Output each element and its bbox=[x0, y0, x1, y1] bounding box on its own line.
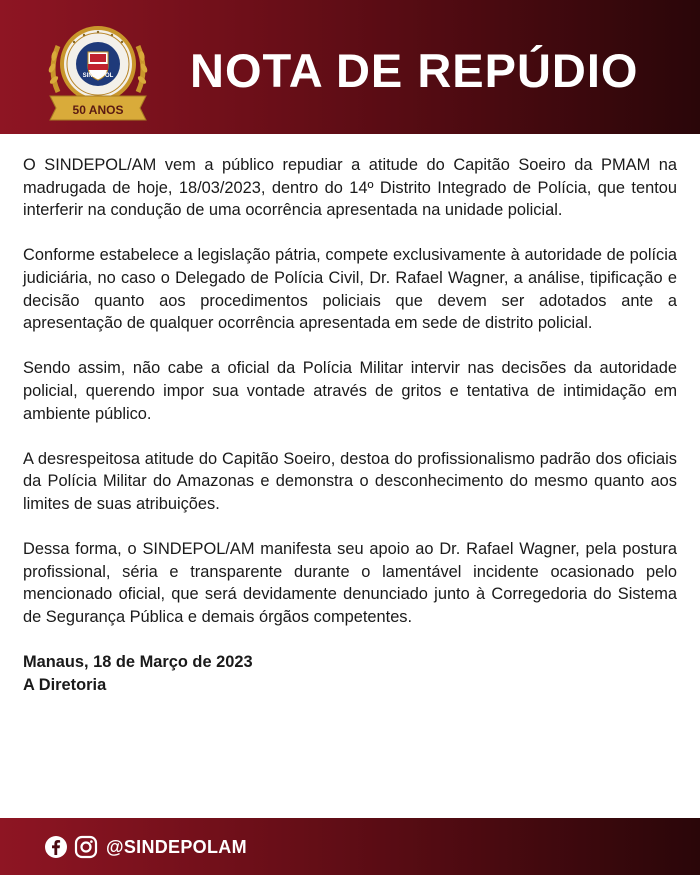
paragraph: Sendo assim, não cabe a oficial da Polícia Militar intervir nas decisões da autoridade policial, querendo impor sua vontade através de gritos e tentativa de intimidação em ambiente público. bbox=[23, 359, 677, 423]
footer-banner bbox=[0, 818, 700, 875]
signature: A Diretoria bbox=[23, 675, 107, 694]
paragraph: A desrespeitosa atitude do Capitão Soeiro, destoa do profissionalismo padrão dos oficiais da Polícia Militar do Amazonas e demonstra o desconhecimento do mesmo quanto aos limites de suas atribuições. bbox=[23, 449, 677, 513]
instagram-icon[interactable] bbox=[74, 835, 98, 859]
header-banner bbox=[0, 0, 700, 134]
paragraph: Conforme estabelece a legislação pátria, compete exclusivamente à autoridade de polícia judiciária, no caso o Delegado de Polícia Civil, Dr. Rafael Wagner, a análise, tipificação e decisão quanto aos procedimentos policiais que devem ser adotados ante a apresentação de qualquer ocorrência apresentada em sede de distrito policial. bbox=[23, 246, 677, 333]
logo-badge-text: 50 ANOS bbox=[72, 103, 124, 117]
paragraph: Dessa forma, o SINDEPOL/AM manifesta seu apoio ao Dr. Rafael Wagner, pela postura profissional, séria e transparente durante o lamentável incidente ocasionado pelo mencionado oficial, que será devidamente denunciado junto à Corregedoria do Sistema de Segurança Pública e demais órgãos competentes. bbox=[23, 540, 677, 626]
facebook-icon[interactable] bbox=[44, 835, 68, 859]
logo-name: SINDEPOL bbox=[82, 73, 114, 79]
social-handle[interactable]: @SINDEPOLAM bbox=[106, 836, 247, 857]
statement-body bbox=[23, 154, 677, 696]
sindepol-logo bbox=[44, 22, 152, 122]
page-title: NOTA DE REPÚDIO bbox=[190, 44, 639, 97]
place-date: Manaus, 18 de Março de 2023 bbox=[23, 653, 253, 672]
paragraph: O SINDEPOL/AM vem a público repudiar a atitude do Capitão Soeiro da PMAM na madrugada de hoje, 18/03/2023, dentro do 14º Distrito Integrado de Polícia, que tentou interferir na condução de uma ocorrência apresentada na unidade policial. bbox=[23, 156, 677, 220]
social-links bbox=[44, 834, 247, 860]
